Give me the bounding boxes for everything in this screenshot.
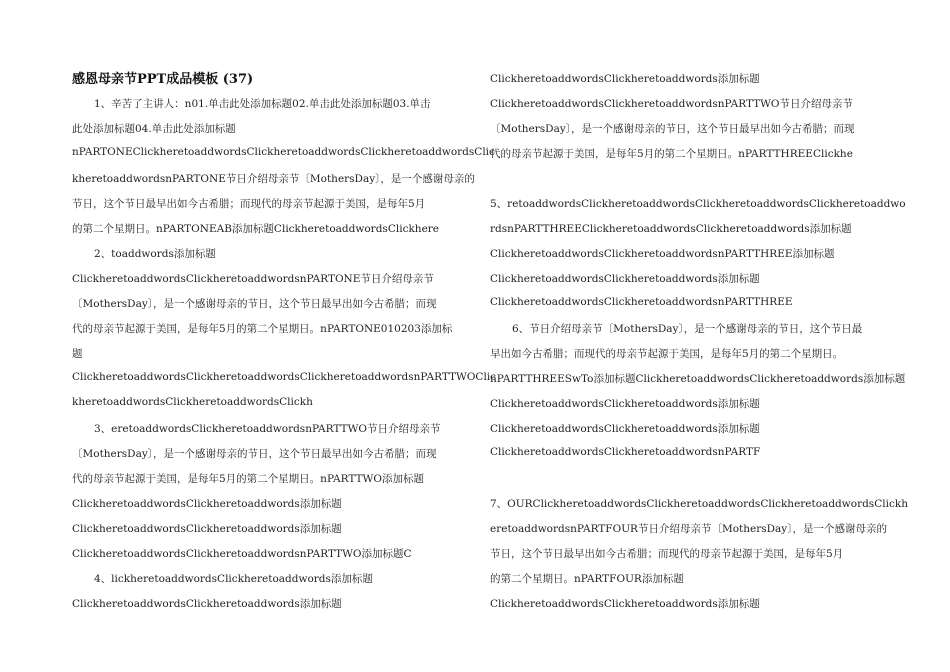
paragraph-line: ClickheretoaddwordsClickheretoaddwords添加标题 <box>490 598 760 610</box>
paragraph-line: ClickheretoaddwordsClickheretoaddwords添加标题 <box>490 423 760 435</box>
paragraph-line: 此处添加标题04.单击此处添加标题 <box>72 123 236 135</box>
paragraph-line: 代的母亲节起源于美国，是每年5月的第二个星期日。nPARTTHREEClickhe <box>490 148 853 160</box>
paragraph-line: nPARTONEClickheretoaddwordsClickheretoaddwordsClickheretoaddwordsClic <box>72 146 495 158</box>
paragraph-line: 4、lickheretoaddwordsClickheretoaddwords添加标题 <box>94 573 373 585</box>
paragraph-line: ClickheretoaddwordsClickheretoaddwords添加标题 <box>490 398 760 410</box>
paragraph-line: ClickheretoaddwordsClickheretoaddwordsnPARTF <box>490 446 761 458</box>
paragraph-line: 7、OURClickheretoaddwordsClickheretoaddwordsClickheretoaddwordsClickh <box>490 498 908 510</box>
paragraph-line: 早出如今古希腊；而现代的母亲节起源于美国，是每年5月的第二个星期日。 <box>490 348 844 360</box>
paragraph-line: 6、节日介绍母亲节〔MothersDay〕，是一个感谢母亲的节日，这个节日最 <box>512 323 863 335</box>
paragraph-line: kheretoaddwordsClickheretoaddwordsClickh <box>72 396 313 408</box>
paragraph-line: eretoaddwordsnPARTFOUR节日介绍母亲节〔MothersDay〕，是一个感谢母亲的 <box>490 523 887 535</box>
paragraph-line: 代的母亲节起源于美国，是每年5月的第二个星期日。nPARTONE010203添加标 <box>72 323 453 335</box>
paragraph-line: ClickheretoaddwordsClickheretoaddwords添加标题 <box>72 598 342 610</box>
paragraph-line: ClickheretoaddwordsClickheretoaddwords添加标题 <box>72 498 342 510</box>
paragraph-line: ClickheretoaddwordsClickheretoaddwords添加标题 <box>72 523 342 535</box>
paragraph-line: ClickheretoaddwordsClickheretoaddwordsnPARTTWO添加标题C <box>72 548 412 560</box>
paragraph-line: 的第二个星期日。nPARTFOUR添加标题 <box>490 573 684 585</box>
paragraph-line: 题 <box>72 348 83 360</box>
paragraph-line: ClickheretoaddwordsClickheretoaddwords添加标题 <box>490 73 760 85</box>
paragraph-line: 代的母亲节起源于美国，是每年5月的第二个星期日。nPARTTWO添加标题 <box>72 473 424 485</box>
document-title: 感恩母亲节PPT成品模板 (37) <box>72 72 254 87</box>
paragraph-line: kheretoaddwordsnPARTONE节日介绍母亲节〔MothersDay〕，是一个感谢母亲的 <box>72 173 475 185</box>
paragraph-line: ClickheretoaddwordsClickheretoaddwordsnPARTTWO节日介绍母亲节 <box>490 98 854 110</box>
paragraph-line: ClickheretoaddwordsClickheretoaddwordsClickheretoaddwordsnPARTTWOClic <box>72 371 497 383</box>
paragraph-line: rdsnPARTTHREEClickheretoaddwordsClickheretoaddwords添加标题 <box>490 223 852 235</box>
paragraph-line: ClickheretoaddwordsClickheretoaddwordsnPARTTHREE添加标题 <box>490 248 835 260</box>
paragraph-line: ClickheretoaddwordsClickheretoaddwords添加标题 <box>490 273 760 285</box>
paragraph-line: 3、eretoaddwordsClickheretoaddwordsnPARTTWO节日介绍母亲节 <box>94 423 441 435</box>
paragraph-line: nPARTTHREESwTo添加标题ClickheretoaddwordsClickheretoaddwords添加标题 <box>490 373 906 385</box>
paragraph-line: 〔MothersDay〕，是一个感谢母亲的节日，这个节日最早出如今古希腊；而现 <box>72 448 437 460</box>
paragraph-line: 1、辛苦了主讲人：n01.单击此处添加标题02.单击此处添加标题03.单击 <box>94 98 431 110</box>
paragraph-line: 5、retoaddwordsClickheretoaddwordsClickheretoaddwordsClickheretoaddwo <box>490 198 906 210</box>
paragraph-line: ClickheretoaddwordsClickheretoaddwordsnPARTTHREE <box>490 296 793 308</box>
paragraph-line: 〔MothersDay〕，是一个感谢母亲的节日，这个节日最早出如今古希腊；而现 <box>490 123 855 135</box>
paragraph-line: 的第二个星期日。nPARTONEAB添加标题ClickheretoaddwordsClickhere <box>72 223 440 235</box>
paragraph-line: 〔MothersDay〕，是一个感谢母亲的节日，这个节日最早出如今古希腊；而现 <box>72 298 437 310</box>
paragraph-line: 节日，这个节日最早出如今古希腊；而现代的母亲节起源于美国，是每年5月 <box>72 198 426 210</box>
paragraph-line: ClickheretoaddwordsClickheretoaddwordsnPARTONE节日介绍母亲节 <box>72 273 434 285</box>
paragraph-line: 2、toaddwords添加标题 <box>94 248 216 260</box>
paragraph-line: 节日，这个节日最早出如今古希腊；而现代的母亲节起源于美国，是每年5月 <box>490 548 844 560</box>
